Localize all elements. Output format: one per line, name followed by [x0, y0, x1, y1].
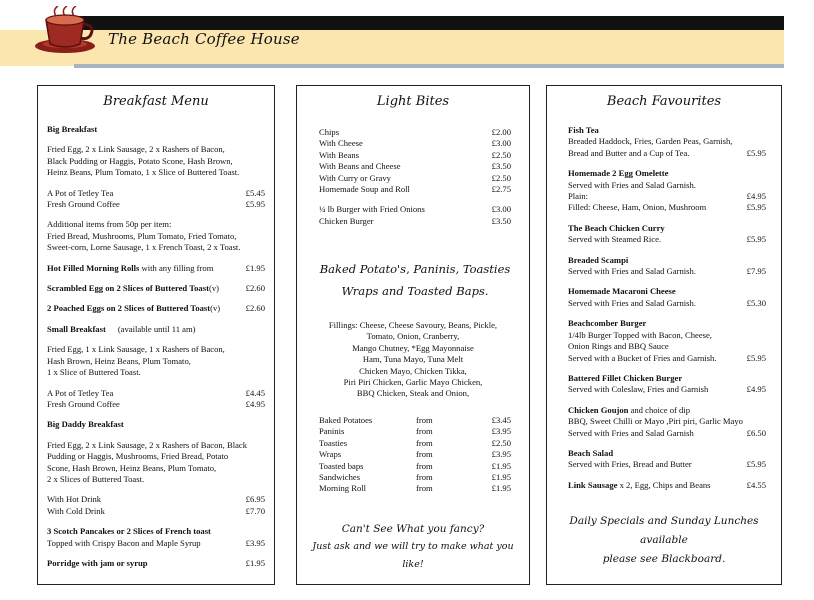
item-name: Sandwiches: [319, 472, 361, 483]
item-name: Toasted baps: [319, 460, 364, 471]
item-price: £4.45: [245, 387, 265, 398]
big-daddy-desc-2: Pudding or Haggis, Mushrooms, Fried Bread, Potato: [47, 451, 229, 462]
additional-items-line-1: Additional items from 50p per item:: [47, 219, 172, 230]
big-breakfast-title: Big Breakfast: [47, 124, 98, 134]
big-daddy-desc-4: 2 x Slices of Buttered Toast.: [47, 473, 145, 484]
item-from: from: [416, 483, 433, 494]
menu-item-row: [568, 234, 766, 245]
fillings-line: BBQ Chicken, Steak and Onion,: [356, 388, 470, 399]
item-price: £5.45: [245, 187, 265, 198]
item-price: £4.55: [746, 479, 766, 490]
fillet-burger-title: Battered Fillet Chicken Burger: [568, 372, 683, 383]
item-price: £4.95: [245, 398, 265, 409]
omelette-desc: Served with Fries and Salad Garnish.: [568, 179, 696, 190]
light-bites-list: [319, 127, 511, 227]
item-price: £5.95: [746, 352, 766, 363]
item-price: £4.95: [746, 191, 766, 202]
goujon-desc-1: BBQ, Sweet Chilli or Mayo ,Piri piri, Garlic Mayo: [568, 416, 743, 427]
small-breakfast-title: Small Breakfast: [47, 323, 106, 334]
breakfast-menu-panel: [37, 85, 275, 585]
item-price: £2.60: [245, 283, 265, 294]
item-name: With Beans and Cheese: [319, 161, 401, 172]
item-name: With Hot Drink: [47, 494, 102, 505]
fillings-line: Ham, Tuna Mayo, Tuna Melt: [362, 354, 464, 365]
item-price: £1.95: [491, 483, 511, 494]
item-from: from: [416, 449, 433, 460]
from-item-row: [319, 449, 511, 460]
burger-desc-3: Served with a Bucket of Fries and Garnish.: [568, 352, 717, 363]
additional-items-line-2: Fried Bread, Mushrooms, Plum Tomato, Fried Tomato,: [47, 230, 237, 241]
goujon-desc-2: Served with Fries and Salad Garnish: [568, 427, 694, 438]
goujon-title: Chicken Goujon: [568, 404, 629, 415]
item-name: Toasties: [319, 437, 348, 448]
chicken-curry-desc: Served with Steamed Rice.: [568, 234, 662, 245]
brand-name: The Beach Coffee House: [108, 30, 300, 48]
item-price: £3.95: [491, 426, 511, 437]
vegetarian-mark: (v): [210, 303, 221, 314]
from-item-row: [319, 415, 511, 426]
beach-favourites-panel: [546, 85, 782, 585]
item-price: £5.95: [746, 147, 766, 158]
baked-heading-line-1: Baked Potato's, Paninis, Toasties: [319, 262, 511, 276]
item-name: Homemade Soup and Roll: [319, 184, 410, 195]
item-name: With Beans: [319, 149, 359, 160]
burger-desc-2: Onion Rings and BBQ Sauce: [568, 341, 669, 352]
morning-rolls-note: with any filling from: [139, 262, 214, 273]
fish-tea-desc-2: Bread and Butter and a Cup of Tea.: [568, 147, 690, 158]
from-item-row: [319, 483, 511, 494]
fish-tea-title: Fish Tea: [568, 125, 599, 135]
header: [0, 0, 814, 70]
breakfast-content: [47, 124, 265, 569]
fillings-line: Chicken Mayo, Chicken Tikka,: [359, 365, 467, 376]
link-sausage-desc: x 2, Egg, Chips and Beans: [617, 479, 711, 490]
porridge-title: Porridge with jam or syrup: [47, 557, 148, 568]
item-name: Morning Roll: [319, 483, 367, 494]
small-breakfast-desc-1: Fried Egg, 1 x Link Sausage, 1 x Rashers of Bacon,: [47, 344, 225, 355]
item-price: £2.00: [491, 127, 511, 137]
big-breakfast-desc-3: Heinz Beans, Plum Tomato, 1 x Slice of Buttered Toast.: [47, 167, 240, 178]
item-price: £3.50: [491, 161, 511, 172]
big-breakfast-desc-1: Fried Egg, 2 x Link Sausage, 2 x Rashers of Bacon,: [47, 144, 225, 155]
menu-item-row: [47, 199, 265, 210]
footer-line-2: Just ask and we will try to make what you like!: [312, 541, 514, 570]
item-price: £3.45: [491, 415, 511, 425]
morning-rolls-row: [47, 263, 265, 274]
morning-rolls-title: Hot Filled Morning Rolls: [47, 262, 140, 273]
menu-item-row: [568, 191, 766, 202]
menu-item-row: [319, 184, 511, 195]
menu-item-row: [319, 138, 511, 149]
item-price: £2.60: [245, 303, 265, 314]
item-price: £3.00: [491, 138, 511, 149]
from-prices-list: [319, 415, 511, 495]
item-from: from: [416, 472, 433, 483]
menu-item-row: [47, 558, 265, 569]
fish-tea-desc: Breaded Haddock, Fries, Garden Peas, Garnish,: [568, 136, 733, 147]
pancakes-title: 3 Scotch Pancakes or 2 Slices of French toast: [47, 526, 211, 537]
small-breakfast-row: [47, 324, 265, 335]
favourites-list: [568, 125, 766, 491]
light-bites-title: Light Bites: [376, 94, 450, 109]
footer-line-2: please see Blackboard.: [602, 553, 726, 565]
item-price: £2.50: [491, 149, 511, 160]
item-name: A Pot of Tetley Tea: [47, 187, 114, 198]
header-black-bar: [58, 16, 784, 30]
pancakes-desc: Topped with Crispy Bacon and Maple Syrup: [47, 537, 201, 548]
coffee-cup-logo-icon: [32, 6, 98, 56]
from-item-row: [319, 426, 511, 437]
fillings-line: Piri Piri Chicken, Garlic Mayo Chicken,: [343, 377, 483, 388]
item-name: A Pot of Tetley Tea: [47, 387, 114, 398]
menu-item-row: [47, 538, 265, 549]
menu-item-row: [47, 506, 265, 517]
baked-heading-line-2: Wraps and Toasted Baps.: [341, 284, 489, 298]
baked-potatoes-heading: [311, 258, 519, 302]
favourites-footer: [553, 512, 775, 569]
menu-item-row: [47, 188, 265, 199]
item-price: £1.95: [491, 460, 511, 471]
scrambled-egg-row: [47, 283, 265, 294]
item-name: Filled: Cheese, Ham, Onion, Mushroom: [568, 202, 707, 213]
light-bites-panel: [296, 85, 530, 585]
omelette-title: Homemade 2 Egg Omelette: [568, 168, 669, 179]
item-from: from: [416, 426, 433, 437]
item-price: £1.95: [245, 262, 265, 273]
menu-item-row: [568, 428, 766, 439]
item-price: £5.30: [746, 297, 766, 308]
poached-eggs-row: [47, 303, 265, 314]
menu-item-row: [47, 388, 265, 399]
menu-item-row: [568, 459, 766, 470]
item-price: £7.95: [746, 266, 766, 277]
burger-title: Beachcomber Burger: [568, 318, 647, 329]
item-name: With Cheese: [319, 138, 363, 149]
from-item-row: [319, 438, 511, 449]
item-price: £3.50: [491, 215, 511, 226]
scrambled-egg-title: Scrambled Egg on 2 Slices of Buttered Toast: [47, 283, 209, 294]
item-price: £5.95: [746, 459, 766, 470]
link-sausage-title: Link Sausage: [568, 479, 618, 490]
menu-item-row: [568, 148, 766, 159]
item-price: £3.95: [491, 449, 511, 460]
big-daddy-desc-1: Fried Egg, 2 x Link Sausage, 2 x Rashers of Bacon, Black: [47, 439, 248, 450]
chicken-curry-title: The Beach Chicken Curry: [568, 222, 665, 233]
fillings-line: Fillings: Cheese, Cheese Savoury, Beans, Pickle,: [328, 320, 498, 330]
beach-salad-title: Beach Salad: [568, 447, 614, 458]
menu-item-row: [319, 161, 511, 172]
menu-item-row: [319, 127, 511, 138]
item-name: Plain:: [568, 191, 589, 202]
item-from: from: [416, 415, 433, 425]
burger-desc-1: 1/4lb Burger Topped with Bacon, Cheese,: [568, 329, 712, 340]
fillings-line: Tomato, Onion, Cranberry,: [366, 331, 460, 342]
macaroni-title: Homemade Macaroni Cheese: [568, 286, 676, 297]
big-breakfast-desc-2: Black Pudding or Haggis, Potato Scone, Hash Brown,: [47, 155, 233, 166]
goujon-title-rest: and choice of dip: [628, 404, 690, 415]
light-bites-footer: [303, 520, 523, 574]
menu-item-row: [319, 204, 511, 215]
scampi-title: Breaded Scampi: [568, 254, 629, 265]
beach-salad-desc: Served with Fries, Bread and Butter: [568, 459, 692, 470]
fillings-line: Mango Chutney, *Egg Mayonnaise: [352, 342, 474, 353]
poached-eggs-title: 2 Poached Eggs on 2 Slices of Buttered Toast: [47, 303, 211, 314]
menu-item-row: [568, 353, 766, 364]
item-from: from: [416, 460, 433, 471]
item-name: Fresh Ground Coffee: [47, 398, 120, 409]
item-name: Wraps: [319, 449, 342, 460]
item-price: £3.00: [491, 204, 511, 215]
menu-item-row: [319, 173, 511, 184]
item-price: £4.95: [746, 384, 766, 395]
item-price: £5.95: [245, 199, 265, 210]
menu-item-row: [47, 399, 265, 410]
vegetarian-mark: (v): [208, 283, 219, 294]
menu-item-row: [568, 266, 766, 277]
item-price: £1.95: [245, 557, 265, 568]
footer-line-1: Daily Specials and Sunday Lunches available: [569, 515, 759, 546]
scampi-desc: Served with Fries and Salad Garnish.: [568, 266, 696, 277]
item-name: Paninis: [319, 426, 345, 437]
macaroni-desc: Served with Fries and Salad Garnish.: [568, 297, 696, 308]
menu-item-row: [568, 202, 766, 213]
item-price: £2.50: [491, 437, 511, 448]
beach-favourites-title: Beach Favourites: [606, 94, 722, 109]
menu-item-row: [568, 480, 766, 491]
footer-line-1: Can't See What you fancy?: [341, 523, 485, 535]
item-name: Chicken Burger: [319, 215, 374, 226]
menu-item-row: [47, 494, 265, 505]
small-breakfast-note: (available until 11 am): [117, 323, 196, 334]
big-daddy-title: Big Daddy Breakfast: [47, 419, 124, 430]
item-price: £6.95: [245, 494, 265, 505]
item-price: £2.50: [491, 172, 511, 183]
from-item-row: [319, 472, 511, 483]
big-daddy-desc-3: Scone, Hash Brown, Heinz Beans, Plum Tomato,: [47, 462, 217, 473]
item-price: £7.70: [245, 505, 265, 516]
item-name: ¼ lb Burger with Fried Onions: [319, 204, 425, 215]
menu-item-row: [568, 384, 766, 395]
item-name: With Cold Drink: [47, 505, 105, 516]
item-name: Fresh Ground Coffee: [47, 199, 120, 210]
breakfast-menu-title: Breakfast Menu: [103, 94, 209, 109]
item-price: £3.95: [245, 537, 265, 548]
item-price: £5.95: [746, 202, 766, 213]
small-breakfast-desc-2: Hash Brown, Heinz Beans, Plum Tomato,: [47, 355, 191, 366]
item-name: Baked Potatoes: [319, 415, 373, 425]
item-price: £1.95: [491, 472, 511, 483]
item-name: With Curry or Gravy: [319, 172, 391, 183]
item-name: Chips: [319, 127, 340, 137]
from-item-row: [319, 461, 511, 472]
small-breakfast-desc-3: 1 x Slice of Buttered Toast.: [47, 367, 141, 378]
goujon-title-row: [568, 405, 766, 416]
item-price: £6.50: [746, 427, 766, 438]
item-from: from: [416, 437, 433, 448]
header-underline: [74, 64, 784, 68]
item-price: £2.75: [491, 184, 511, 195]
menu-item-row: [319, 216, 511, 227]
fillet-burger-desc: Served with Coleslaw, Fries and Garnish: [568, 384, 709, 395]
menu-item-row: [319, 150, 511, 161]
fillings-list: [305, 320, 521, 400]
menu-item-row: [568, 298, 766, 309]
item-price: £5.95: [746, 234, 766, 245]
additional-items-line-3: Sweet-corn, Lorne Sausage, 1 x French Toast, 2 x Toast.: [47, 242, 241, 253]
